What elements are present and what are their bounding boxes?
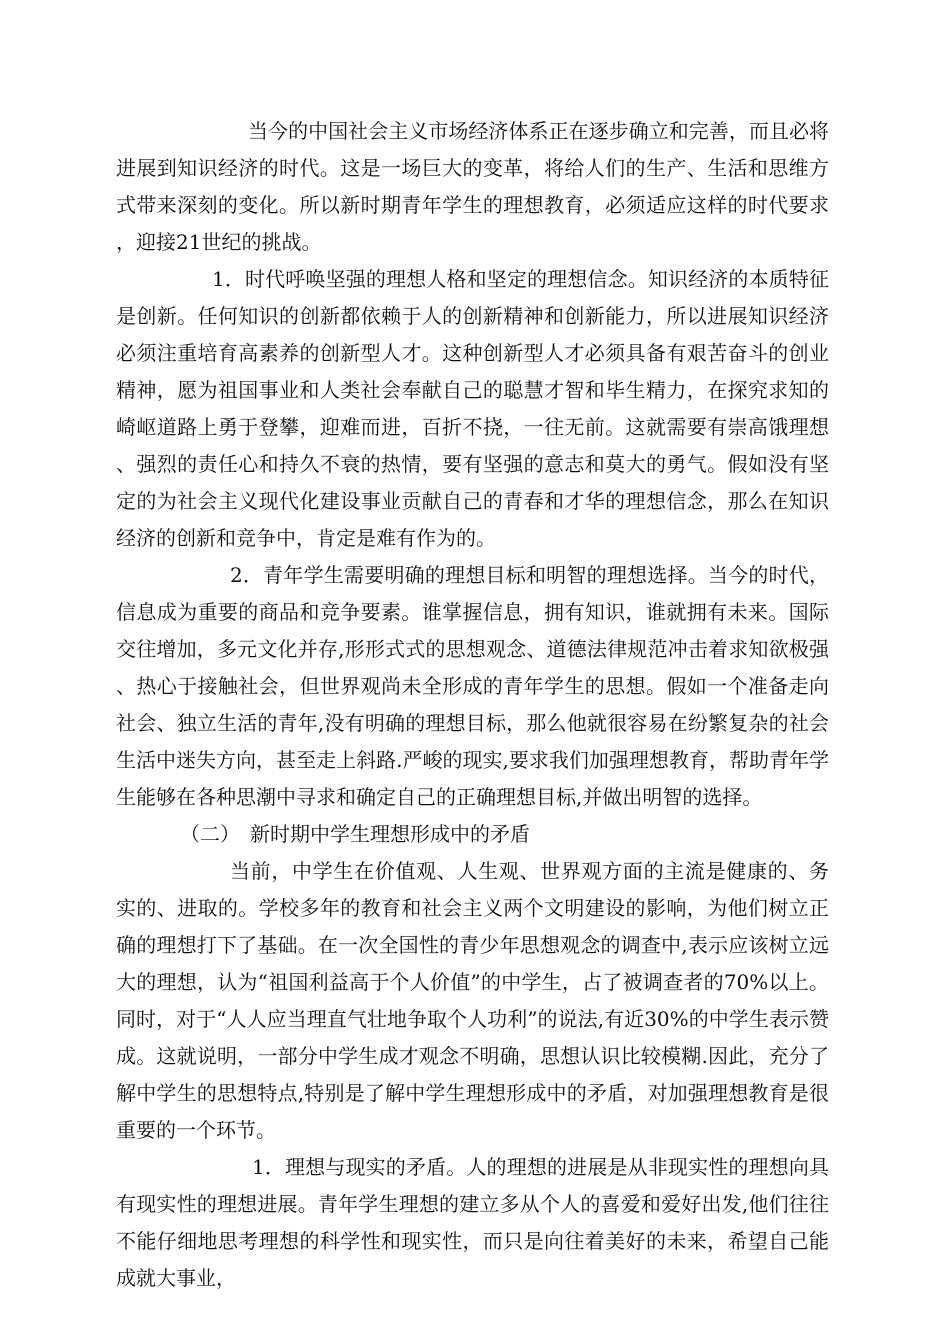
paragraph-point-1-era-call: 1．时代呼唤坚强的理想人格和坚定的理想信念。知识经济的本质特征是创新。任何知识的创新都依赖于人的创新精神和创新能力，所以进展知识经济必须注重培育高素养的创新型人才。这种创新型人才必须具备有艰苦奋斗的创业精神，愿为祖国事业和人类社会奉献自己的聪慧才智和毕生精力，在探究求知的崎岖道路上勇于登攀，迎难而进，百折不挠，一往无前。这就需要有崇高饿理想、强烈的责任心和持久不衰的热情，要有坚强的意志和莫大的勇气。假如没有坚定的为社会主义现代化建设事业贡献自己的青春和才华的理想信念，那么在知识经济的创新和竞争中，肯定是难有作为的。 [116,267,829,550]
document-body [116,113,829,1297]
paragraph-current-situation: 当前，中学生在价值观、人生观、世界观方面的主流是健康的、务实的、进取的。学校多年的教育和社会主义两个文明建设的影响，为他们树立正确的理想打下了基础。在一次全国性的青少年思想观念的调查中,表示应该树立远大的理想，认为“祖国利益高于个人价值”的中学生，占了被调查者的70%以上。同时，对于“人人应当理直气壮地争取个人功利”的说法,有近30%的中学生表示赞成。这就说明，一部分中学生成才观念不明确，思想认识比较模糊.因此，充分了解中学生的思想特点,特别是了解中学生理想形成中的矛盾，对加强理想教育是很重要的一个环节。 [116,859,829,1142]
paragraph-point-2-clear-goals: 2．青年学生需要明确的理想目标和明智的理想选择。当今的时代，信息成为重要的商品和竞争要素。谁掌握信息，拥有知识，谁就拥有未来。国际交往增加，多元文化并存,形形式式的思想观念、道德法律规范冲击着求知欲极强、热心于接触社会，但世界观尚未全形成的青年学生的思想。假如一个准备走向社会、独立生活的青年,没有明确的理想目标，那么他就很容易在纷繁复杂的社会生活中迷失方向，甚至走上斜路.严峻的现实,要求我们加强理想教育，帮助青年学生能够在各种思潮中寻求和确定自己的正确理想目标,并做出明智的选择。 [116,563,829,809]
paragraph-intro: 当今的中国社会主义市场经济体系正在逐步确立和完善，而且必将进展到知识经济的时代。这是一场巨大的变革，将给人们的生产、生活和思维方式带来深刻的变化。所以新时期青年学生的理想教育，必须适应这样的时代要求，迎接21世纪的挑战。 [116,119,829,254]
paragraph-point-1-ideal-vs-reality: 1．理想与现实的矛盾。人的理想的进展是从非现实性的理想向具有现实性的理想进展。青年学生理想的建立多从个人的喜爱和爱好出发,他们往往不能仔细地思考理想的科学性和现实性，而只是向往着美好的未来，希望自己能成就大事业， [116,1155,829,1290]
section-heading: （二） 新时期中学生理想形成中的矛盾 [180,822,530,846]
